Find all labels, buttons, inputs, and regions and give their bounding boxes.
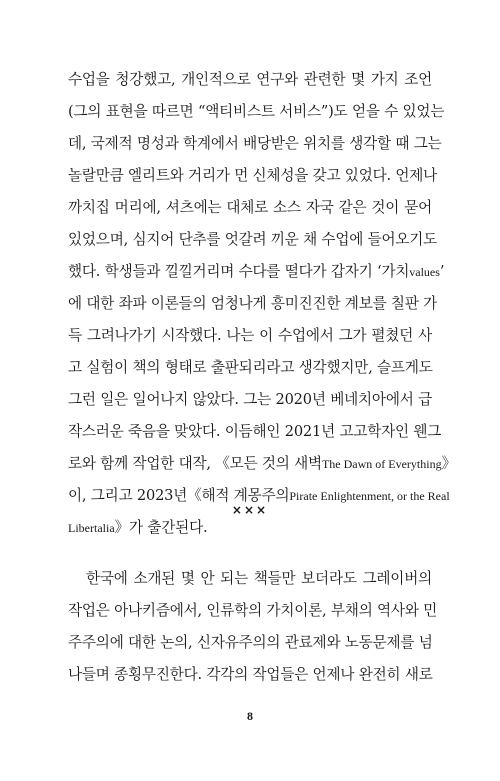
text-line: 나들며 종횡무진한다. 각각의 작업들은 언제나 완전히 새로	[68, 666, 433, 683]
section-separator: ×××	[231, 503, 269, 517]
text-line: 작스러운 죽음을 맞았다. 이듬해인 2021년 고고학자인 웬그	[68, 423, 442, 440]
text-line: 득 그려나가기 시작했다. 나는 이 수업에서 그가 펼쳤던 사	[68, 327, 432, 344]
text-line: 한국에 소개된 몇 안 되는 책들만 보더라도 그레이버의	[86, 570, 432, 587]
latin-term-values: values	[409, 265, 440, 279]
text-line: 고 실험이 책의 형태로 출판되리라고 생각했지만, 슬프게도	[68, 359, 433, 376]
page-number: 8	[247, 709, 253, 723]
text-line: 놀랄만큼 엘리트와 거리가 먼 신체성을 갖고 있었다. 언제나	[68, 167, 438, 184]
text-segment: ’	[439, 263, 445, 280]
latin-title-dawn: The Dawn of Everything	[321, 457, 442, 471]
text-line: 그런 일은 일어나지 않았다. 그는 2020년 베네치아에서 급	[68, 391, 432, 408]
text-line: (그의 표현을 따르면 “액티비스트 서비스”)도 얻을 수 있었는	[68, 103, 445, 120]
text-line	[68, 256, 445, 288]
text-segment: 》	[114, 519, 130, 536]
text-segment: 이, 그리고 2023년《해적 계몽주의	[68, 487, 290, 504]
text-line: 데, 국제적 명성과 학계에서 배당받은 위치를 생각할 때 그는	[68, 135, 442, 152]
text-segment: 했다. 학생들과 낄낄거리며 수다를 떨다가 갑자기 ‘가치	[68, 263, 410, 280]
latin-title-libertalia: Libertalia	[68, 521, 115, 535]
text-line: 까치집 머리에, 셔츠에는 대체로 소스 자국 같은 것이 묻어	[68, 199, 432, 216]
text-line: 수업을 청강했고, 개인적으로 연구와 관련한 몇 가지 조언	[68, 71, 432, 88]
paragraph-1	[68, 64, 456, 544]
latin-title-pirate: Pirate Enlightenment, or the Real	[289, 489, 450, 503]
text-segment: 》	[441, 455, 456, 472]
text-segment: 로와 함께 작업한 대작, 《모든 것의 새벽	[68, 455, 322, 472]
text-line: 주주의에 대한 논의, 신자유주의의 관료제와 노동문제를 넘	[68, 634, 433, 651]
text-line: 에 대한 좌파 이론들의 엄청나게 흥미진진한 계보를 칠판 가	[68, 295, 438, 312]
paragraph-2	[68, 563, 438, 691]
text-line	[68, 448, 456, 480]
text-segment: 가 출간된다.	[129, 519, 208, 536]
text-line: 있었으며, 심지어 단추를 엇갈려 끼운 채 수업에 들어오기도	[68, 231, 438, 248]
text-line: 작업은 아나키즘에서, 인류학의 가치이론, 부채의 역사와 민	[68, 602, 438, 619]
